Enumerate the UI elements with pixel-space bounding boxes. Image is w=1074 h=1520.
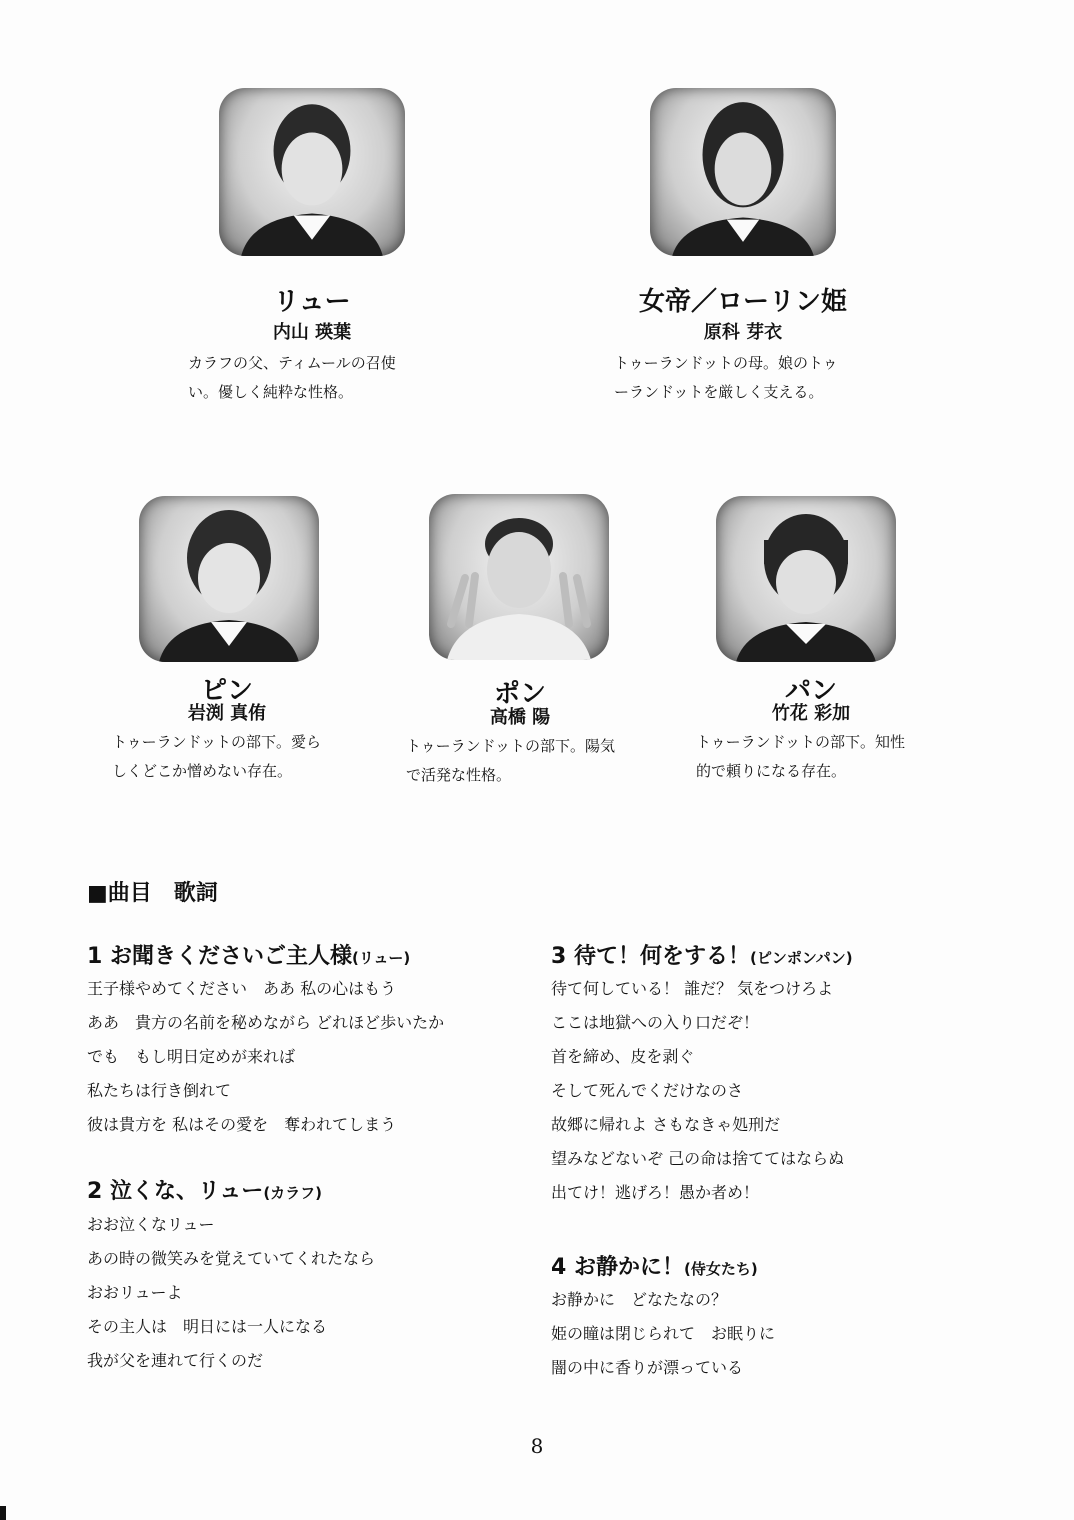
- cast-desc-line: ーランドットを厳しく支える。: [614, 383, 824, 401]
- cast-actor-5: 竹花 彩加: [771, 703, 851, 724]
- cast-desc-line: トゥーランドットの部下。愛ら: [112, 733, 322, 751]
- lyric-line: あの時の微笑みを覚えていてくれたなら: [87, 1249, 376, 1268]
- cast-photo-2: [650, 88, 836, 256]
- lyric-line: 出てけ！逃げろ！愚か者め！: [551, 1183, 760, 1202]
- song-singer: (ピンポンパン): [749, 949, 853, 967]
- cast-desc-line: トゥーランドットの母。娘のトゥ: [614, 354, 838, 372]
- song-name: 4 お静かに！: [551, 1255, 684, 1280]
- cast-desc-line: 的で頼りになる存在。: [696, 762, 847, 780]
- lyric-line: 王子様やめてください ああ 私の心はもう: [87, 979, 397, 998]
- song-lyrics-3: [551, 972, 844, 1210]
- cast-actor-1: 内山 瑛葉: [272, 322, 352, 343]
- song-lyrics-2: [87, 1208, 375, 1378]
- song-singer: (カラフ): [263, 1184, 323, 1202]
- cast-desc-line: しくどこか憎めない存在。: [112, 762, 293, 780]
- song-lyrics-4: [551, 1283, 775, 1385]
- lyric-line: お静かに どなたなの？: [551, 1290, 728, 1309]
- lyric-line: 望みなどないぞ 己の命は捨ててはならぬ: [551, 1149, 845, 1168]
- cast-photo-4: [429, 494, 609, 660]
- cast-actor-2: 原科 芽衣: [703, 322, 783, 343]
- cast-desc-1: [188, 349, 396, 407]
- cast-actor-4: 高橋 陽: [489, 707, 551, 728]
- song-lyrics-1: [87, 972, 444, 1142]
- lyric-line: 故郷に帰れよ さもなきゃ処刑だ: [551, 1115, 781, 1134]
- song-singer: (侍女たち): [683, 1260, 758, 1278]
- lyric-line: 我が父を連れて行くのだ: [87, 1351, 264, 1370]
- cast-desc-5: [696, 728, 905, 786]
- song-name: 1 お聞きくださいご主人様: [87, 944, 352, 969]
- lyric-line: 私たちは行き倒れて: [87, 1081, 232, 1100]
- cast-photo-3: [139, 496, 319, 662]
- lyric-line: 待て何している！ 誰だ？ 気をつけろよ: [551, 979, 834, 998]
- lyric-line: その主人は 明日には一人になる: [87, 1317, 328, 1336]
- cast-role-3: ピン: [200, 676, 253, 706]
- page-number: 8: [530, 1434, 544, 1458]
- lyric-line: ここは地獄への入り口だぞ！: [551, 1013, 760, 1032]
- lyric-line: おおリューよ: [87, 1283, 183, 1302]
- section-title: ■曲目 歌詞: [87, 881, 218, 906]
- lyric-line: 姫の瞳は閉じられて お眠りに: [551, 1324, 776, 1343]
- cast-desc-2: [614, 349, 838, 407]
- song-title-4: [551, 1257, 758, 1279]
- cast-desc-line: トゥーランドットの部下。知性: [696, 733, 906, 751]
- cast-role-5: パン: [784, 676, 837, 706]
- lyric-line: 首を締め、皮を剥ぐ: [551, 1047, 695, 1066]
- cast-actor-3: 岩渕 真侑: [187, 703, 267, 724]
- cast-photo-1: [219, 88, 405, 256]
- cast-desc-line: カラフの父、ティムールの召使: [188, 354, 396, 372]
- lyric-line: でも もし明日定めが来れば: [87, 1047, 296, 1066]
- cast-role-2: 女帝／ローリン姫: [638, 287, 847, 317]
- scan-mark: [0, 1506, 6, 1520]
- cast-desc-line: トゥーランドットの部下。陽気: [406, 737, 616, 755]
- cast-desc-line: で活発な性格。: [406, 766, 512, 784]
- cast-desc-line: い。優しく純粋な性格。: [188, 383, 354, 401]
- cast-desc-3: [112, 728, 321, 786]
- song-name: 2 泣くな、リュー: [87, 1179, 264, 1204]
- song-name: 3 待て！何をする！: [551, 944, 750, 969]
- song-title-2: [87, 1181, 322, 1203]
- cast-photo-5: [716, 496, 896, 662]
- song-title-1: [87, 946, 410, 968]
- cast-desc-4: [406, 732, 615, 790]
- lyric-line: おお泣くなリュー: [87, 1215, 215, 1234]
- lyric-line: ああ 貴方の名前を秘めながら どれほど歩いたか: [87, 1013, 445, 1032]
- cast-role-4: ポン: [493, 679, 546, 709]
- song-singer: (リュー): [351, 949, 411, 967]
- lyric-line: 闇の中に香りが漂っている: [551, 1358, 744, 1377]
- lyric-line: 彼は貴方を 私はその愛を 奪われてしまう: [87, 1115, 397, 1134]
- cast-role-1: リュー: [273, 287, 351, 317]
- lyric-line: そして死んでくだけなのさ: [551, 1081, 744, 1100]
- song-title-3: [551, 946, 853, 968]
